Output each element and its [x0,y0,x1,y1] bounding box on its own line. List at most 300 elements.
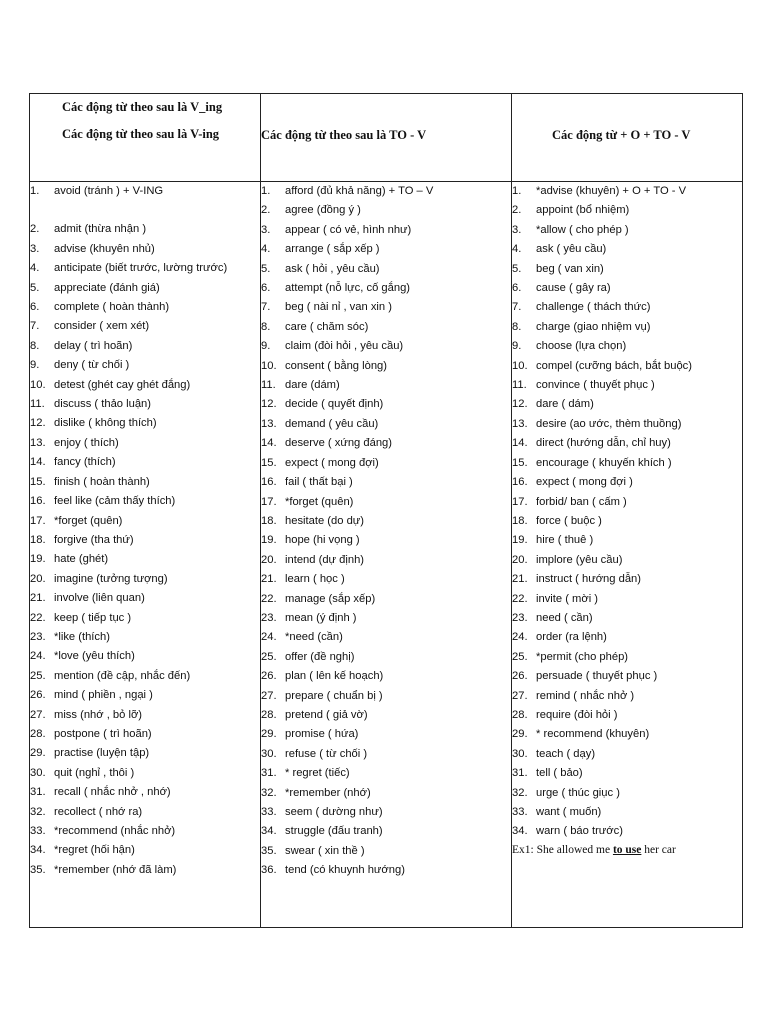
list-item [30,570,260,589]
list-item [512,609,742,628]
list-item [512,454,742,473]
list-item-text: want ( muốn) [536,806,602,818]
list-item [30,783,260,802]
list-item [512,318,742,337]
list-item-text: urge ( thúc giục ) [536,786,620,799]
list-item-number: 18. [30,533,46,546]
list-item-text: hate (ghét) [54,553,109,566]
list-item-number: 18. [261,514,277,527]
list-item [512,298,742,317]
list-item-number: 8. [30,339,40,352]
list-item-number: 4. [261,243,271,256]
list-item-number: 4. [512,243,522,256]
list-item-text: expect ( mong đợi) [285,456,379,469]
list-item [261,531,511,550]
list-item-number: 15. [261,456,277,469]
list-item [512,493,742,512]
list-item-number: 9. [261,340,271,353]
list-item-text: *forget (quên) [285,495,354,508]
list-item [512,687,742,706]
list-item-text: care ( chăm sóc) [285,320,369,333]
list-item [261,298,511,317]
list-item-number: 22. [512,592,528,605]
list-item-text: hesitate (do dự) [285,514,365,527]
list-item [512,182,742,201]
list-item-text: pretend ( giả vờ) [285,708,368,721]
list-item [512,764,742,783]
list-item-number: 23. [30,630,46,643]
list-item [512,395,742,414]
example-prefix: Ex1: She allowed me [512,843,613,856]
list-item [512,628,742,647]
header-cell-o-to-v [512,94,743,182]
list-item-text: choose (lựa chọn) [536,340,627,353]
list-item-text: expect ( mong đợi ) [536,476,633,489]
list-item [30,376,260,395]
list-item [261,201,511,220]
list-item [30,803,260,822]
list-item [261,415,511,434]
list-item-text: *love (yêu thích) [54,650,135,663]
list-item-text: direct (hướng dẫn, chỉ huy) [536,437,671,450]
list-item-number: 31. [512,767,528,780]
list-item-text: * recommend (khuyên) [536,728,650,741]
list-item-text: remind ( nhắc nhở ) [536,689,635,702]
list-item-text: agree (đồng ý ) [285,204,361,217]
list-item [261,473,511,492]
list-item-number: 30. [512,747,528,760]
list-item-text: *like (thích) [54,630,110,643]
list-item [261,240,511,259]
list-item-text: consider ( xem xét) [54,320,150,333]
list-item-number: 29. [512,728,528,741]
list-item-text: invite ( mời ) [536,592,599,605]
list-item-number: 15. [512,456,528,469]
list-item-text: miss (nhớ , bỏ lỡ) [54,708,143,721]
header-ving-line2: Các động từ theo sau là V-ing [62,127,220,141]
list-item [30,337,260,356]
list-item [512,803,742,822]
list-item-number: 20. [30,572,46,585]
o-to-v-verb-list [512,182,742,842]
list-item-number: 16. [261,476,277,489]
list-item-number: 15. [30,475,46,488]
list-item [261,667,511,686]
list-item-text: arrange ( sắp xếp ) [285,243,380,256]
list-item-text: implore (yêu cầu) [536,553,623,566]
list-item-text: struggle (đấu tranh) [285,825,383,838]
list-item-text: deserve ( xứng đáng) [285,437,392,450]
list-item [30,667,260,686]
list-item-number: 13. [261,417,277,430]
list-item [512,590,742,609]
list-item [261,725,511,744]
list-item-text: forgive (tha thứ) [54,533,134,546]
list-item [30,764,260,783]
list-item-number: 32. [261,786,277,799]
list-item-number: 9. [512,340,522,353]
list-item [30,317,260,336]
list-item-text: teach ( dạy) [536,747,596,760]
list-item [261,706,511,725]
list-item [512,745,742,764]
list-item-text: imagine (tưởng tượng) [54,572,168,585]
list-item [261,395,511,414]
cell-to-v-list [261,182,512,928]
list-item-number: 30. [30,766,46,779]
list-item [261,648,511,667]
list-item-number: 31. [261,767,277,780]
list-item [261,745,511,764]
verb-table [29,93,743,928]
list-item-number: 7. [512,301,522,314]
list-item-number: 27. [30,708,46,721]
example-keyword: to use [612,843,642,856]
list-item-text: practise (luyện tập) [54,747,150,760]
list-item-text: offer (đề nghị) [285,650,355,663]
list-item-text: appreciate (đánh giá) [54,281,160,294]
list-item-number: 21. [512,573,528,586]
list-item-number: 29. [261,728,277,741]
ving-verb-list [30,182,260,880]
list-item [30,240,260,259]
list-item-text: consent ( bằng lòng) [285,359,387,372]
list-item-number: 28. [30,727,46,740]
list-item-text: *advise (khuyên) + O + TO - V [536,185,687,197]
list-item-text: mind ( phiền , ngại ) [54,689,153,702]
list-item [261,784,511,803]
list-item-number: 12. [30,417,46,430]
list-item-number: 12. [261,398,277,411]
list-item [30,279,260,298]
list-item-number: 24. [261,631,277,644]
list-item [30,414,260,433]
list-item-text: mean (ý định ) [285,611,357,624]
list-item-text: learn ( học ) [285,573,345,586]
list-item [30,473,260,492]
list-item [261,260,511,279]
list-item [30,744,260,763]
list-item-text: recollect ( nhớ ra) [54,805,143,818]
list-item-text: discuss ( thảo luận) [54,398,152,411]
list-item-number: 24. [512,631,528,644]
list-item-text: require (đòi hỏi ) [536,708,618,721]
list-item-number: 5. [261,262,271,275]
list-item-number: 1. [512,185,522,197]
list-item-number: 32. [30,805,46,818]
list-item-number: 20. [261,553,277,566]
list-item-text: attempt (nỗ lực, cố gắng) [285,282,411,295]
list-item [261,842,511,861]
list-item-text: forbid/ ban ( cấm ) [536,495,627,508]
list-item [512,260,742,279]
list-item-text: tell ( bảo) [536,767,583,780]
list-item [261,318,511,337]
list-item-text: beg ( van xin) [536,262,604,275]
list-item-number: 17. [30,514,46,527]
list-item-number: 33. [261,806,277,818]
list-item-text: plan ( lên kế hoạch) [285,670,384,683]
list-item [261,454,511,473]
list-item-text: hope (hi vọng ) [285,534,360,547]
list-item-number: 19. [261,534,277,547]
list-item [30,453,260,472]
list-item-number: 35. [261,844,277,857]
list-item [30,298,260,317]
list-item [261,861,511,880]
list-item [261,628,511,647]
list-item-number: 13. [30,436,46,449]
list-item-number: 8. [261,320,271,333]
header-to-v: Các động từ theo sau là TO - V [261,128,427,142]
list-item [30,512,260,531]
list-item [512,415,742,434]
list-item-text: keep ( tiếp tục ) [54,611,132,624]
list-item-text: dare ( dám) [536,398,594,411]
list-item-text: *remember (nhớ) [285,786,371,799]
list-item-number: 35. [30,863,46,876]
list-item [512,512,742,531]
list-item-text: appoint (bổ nhiệm) [536,204,630,217]
list-item-number: 33. [512,806,528,818]
list-item-number: 7. [30,320,40,333]
list-item [30,628,260,647]
list-item-text: instruct ( hướng dẫn) [536,573,641,586]
list-item-text: persuade ( thuyết phục ) [536,670,658,683]
list-item-text: delay ( trì hoãn) [54,339,133,352]
body-row [30,182,743,928]
list-item-number: 8. [512,320,522,333]
list-item-text: *recommend (nhắc nhở) [54,825,176,837]
list-item-text: mention (đề cập, nhắc đến) [54,669,191,682]
list-item-number: 21. [30,592,46,605]
list-item [30,609,260,628]
list-item [261,590,511,609]
list-item-number: 13. [512,417,528,430]
list-item-text: *permit (cho phép) [536,650,629,663]
list-item-number: 6. [512,282,522,295]
list-item-text: * regret (tiếc) [285,767,350,780]
list-item [512,570,742,589]
list-item-text: feel like (cảm thấy thích) [54,495,176,508]
list-item [30,531,260,550]
list-item [261,551,511,570]
list-item-number: 5. [30,281,40,294]
header-ving-line1: Các động từ theo sau là V_ing [62,100,223,114]
list-item-number: 14. [30,456,46,469]
list-item-text: *allow ( cho phép ) [536,223,629,236]
list-item-number: 30. [261,747,277,760]
list-item-number: 31. [30,786,46,799]
list-item-number: 3. [261,223,271,236]
list-item-text: convince ( thuyết phục ) [536,379,655,392]
list-item-text: complete ( hoàn thành) [54,301,170,314]
list-item-text: afford (đủ khả năng) + TO – V [285,185,434,197]
list-item [261,512,511,531]
list-item [30,220,260,239]
list-item [30,706,260,725]
list-item-text: force ( buộc ) [536,514,602,527]
list-item-text: promise ( hứa) [285,728,359,741]
list-item-number: 34. [261,825,277,838]
example-suffix: her car [641,843,676,856]
list-item [512,221,742,240]
list-item [30,861,260,880]
list-item-text: swear ( xin thề ) [285,844,365,857]
list-item-number: 17. [261,495,277,508]
list-item-text: beg ( nài nỉ , van xin ) [285,301,392,314]
list-item-number: 25. [512,650,528,663]
list-item-number: 27. [512,689,528,702]
list-item-number: 11. [512,379,527,392]
list-item-number: 10. [261,359,277,372]
list-item-text: avoid (tránh ) + V-ING [54,185,164,197]
list-item [30,822,260,841]
list-item-text: *need (cần) [285,631,343,644]
list-item-text: dare (dám) [285,379,340,392]
list-item-text: decide ( quyết định) [285,398,384,411]
list-item-number: 28. [261,708,277,721]
list-item-text: advise (khuyên nhủ) [54,242,155,255]
list-item [30,356,260,375]
list-item-text: challenge ( thách thức) [536,301,651,314]
header-cell-to-v [261,94,512,182]
list-item-text: prepare ( chuẩn bị ) [285,689,383,702]
list-item-text: anticipate (biết trước, lường trước) [54,262,228,275]
list-item-text: demand ( yêu cầu) [285,417,379,430]
list-item-text: encourage ( khuyến khích ) [536,456,672,469]
list-item [512,279,742,298]
list-item-number: 33. [30,825,46,837]
list-item [261,570,511,589]
list-item-text: intend (dự định) [285,553,365,566]
list-item-number: 26. [512,670,528,683]
list-item-text: dislike ( không thích) [54,417,157,430]
list-item-number: 29. [30,747,46,760]
example-sentence [512,844,742,856]
list-item [512,434,742,453]
list-item-number: 14. [512,437,528,450]
list-item [261,609,511,628]
list-item-text: deny ( từ chối ) [54,359,130,372]
list-item-number: 3. [30,242,40,255]
list-item-text: cause ( gây ra) [536,282,611,295]
list-item [30,647,260,666]
list-item-number: 21. [261,573,277,586]
list-item [261,803,511,822]
list-item-number: 3. [512,223,522,236]
list-item-text: claim (đòi hỏi , yêu cầu) [285,340,404,353]
list-item-text: ask ( hỏi , yêu cầu) [285,262,380,275]
list-item-text: admit (thừa nhận ) [54,223,147,236]
list-item-number: 4. [30,262,40,275]
list-item-text: appear ( có vẻ, hình như) [285,223,412,236]
list-item-number: 1. [261,185,271,197]
list-item-text: detest (ghét cay ghét đắng) [54,378,191,391]
cell-o-to-v-list [512,182,743,928]
list-item [261,337,511,356]
list-item [512,531,742,550]
list-item-text: recall ( nhắc nhở , nhớ) [54,786,171,799]
list-item [261,764,511,783]
list-item [30,841,260,860]
list-item-text: *regret (hối hận) [54,844,135,857]
list-item [512,648,742,667]
list-item-number: 10. [512,359,528,372]
list-item-text: seem ( dường như) [285,806,383,818]
list-item [512,201,742,220]
header-o-to-v: Các động từ + O + TO - V [552,128,691,142]
header-cell-ving [30,94,261,182]
list-item-text: compel (cưỡng bách, bắt buộc) [536,359,692,372]
list-item-number: 23. [512,611,528,624]
list-item-number: 34. [512,825,528,838]
list-item-number: 16. [30,495,46,508]
list-item-number: 28. [512,708,528,721]
list-item-number: 17. [512,495,528,508]
list-item-text: fail ( thất bại ) [285,476,353,489]
list-item-text: warn ( báo trước) [536,825,623,838]
list-item [30,589,260,608]
list-item [261,687,511,706]
list-item-text: order (ra lệnh) [536,631,607,644]
list-item-number: 2. [512,204,522,217]
list-item-text: refuse ( từ chối ) [285,747,368,760]
list-item [30,725,260,744]
list-item [512,551,742,570]
list-item-text: tend (có khuynh hướng) [285,864,405,877]
list-item-number: 22. [261,592,277,605]
list-item-text: finish ( hoàn thành) [54,475,150,488]
list-item-number: 23. [261,611,277,624]
list-item-text: postpone ( trì hoãn) [54,727,152,740]
to-v-verb-list [261,182,511,881]
list-item-number: 25. [261,650,277,663]
list-item-text: charge (giao nhiệm vụ) [536,320,651,333]
list-item [512,376,742,395]
list-item [512,725,742,744]
list-item-text: *forget (quên) [54,514,123,527]
list-item-number: 2. [261,204,271,217]
list-item-text: ask ( yêu cầu) [536,243,607,256]
list-item [512,240,742,259]
list-item [30,395,260,414]
list-item-number: 19. [512,534,528,547]
list-item [261,182,511,201]
list-item-number: 12. [512,398,528,411]
list-item [30,686,260,705]
list-item-number: 36. [261,864,277,877]
list-item [261,221,511,240]
list-item-number: 19. [30,553,46,566]
list-item-number: 14. [261,437,277,450]
list-item-number: 26. [30,689,46,702]
list-item-text: hire ( thuê ) [536,534,594,547]
list-item-number: 25. [30,669,46,682]
list-item [30,550,260,569]
list-item-number: 2. [30,223,40,236]
list-item-text: enjoy ( thích) [54,436,119,449]
list-item-number: 5. [512,262,522,275]
list-item [261,376,511,395]
list-item [261,493,511,512]
list-item-number: 7. [261,301,271,314]
list-item-number: 11. [261,379,276,392]
list-item-number: 1. [30,185,40,197]
list-item-text: manage (sắp xếp) [285,592,376,605]
list-item-text: involve (liên quan) [54,592,145,605]
list-item [30,259,260,278]
